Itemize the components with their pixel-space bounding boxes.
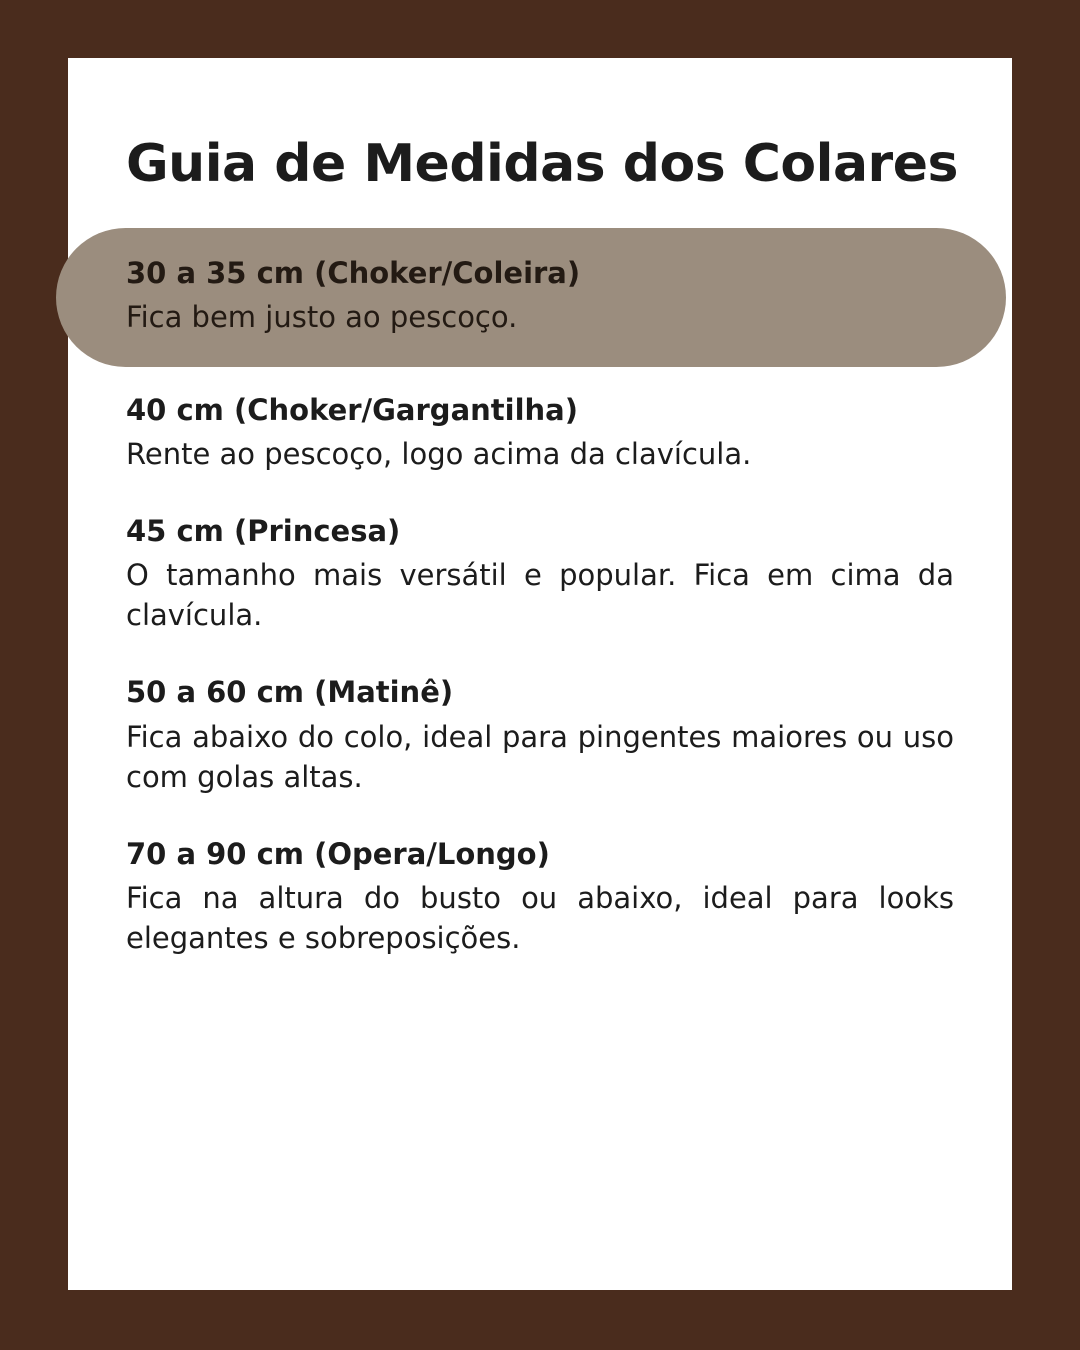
- list-item: [68, 228, 1012, 367]
- list-item: [68, 835, 1012, 958]
- list-item: [68, 673, 1012, 796]
- entry-description: Rente ao pescoço, logo acima da clavícula.: [126, 437, 752, 472]
- entry-description: Fica bem justo ao pescoço.: [126, 300, 518, 335]
- content-card: [68, 58, 1012, 1290]
- entry-term: 50 a 60 cm (Matinê): [126, 675, 454, 710]
- list-item: [68, 512, 1012, 635]
- measurement-list: [68, 228, 1012, 996]
- entry-description: Fica na altura do busto ou abaixo, ideal para looks elegantes e sobreposições.: [126, 880, 954, 955]
- entry-description: Fica abaixo do colo, ideal para pingentes maiores ou uso com golas altas.: [126, 719, 954, 794]
- entry-term: 40 cm (Choker/Gargantilha): [126, 393, 578, 428]
- entry-term: 70 a 90 cm (Opera/Longo): [126, 836, 550, 871]
- entry-term: 30 a 35 cm (Choker/Coleira): [126, 256, 581, 290]
- entry-term: 45 cm (Princesa): [126, 514, 401, 549]
- entry-description: O tamanho mais versátil e popular. Fica em cima da clavícula.: [126, 558, 954, 633]
- list-item: [68, 391, 1012, 474]
- page-title: Guia de Medidas dos Colares: [126, 134, 958, 194]
